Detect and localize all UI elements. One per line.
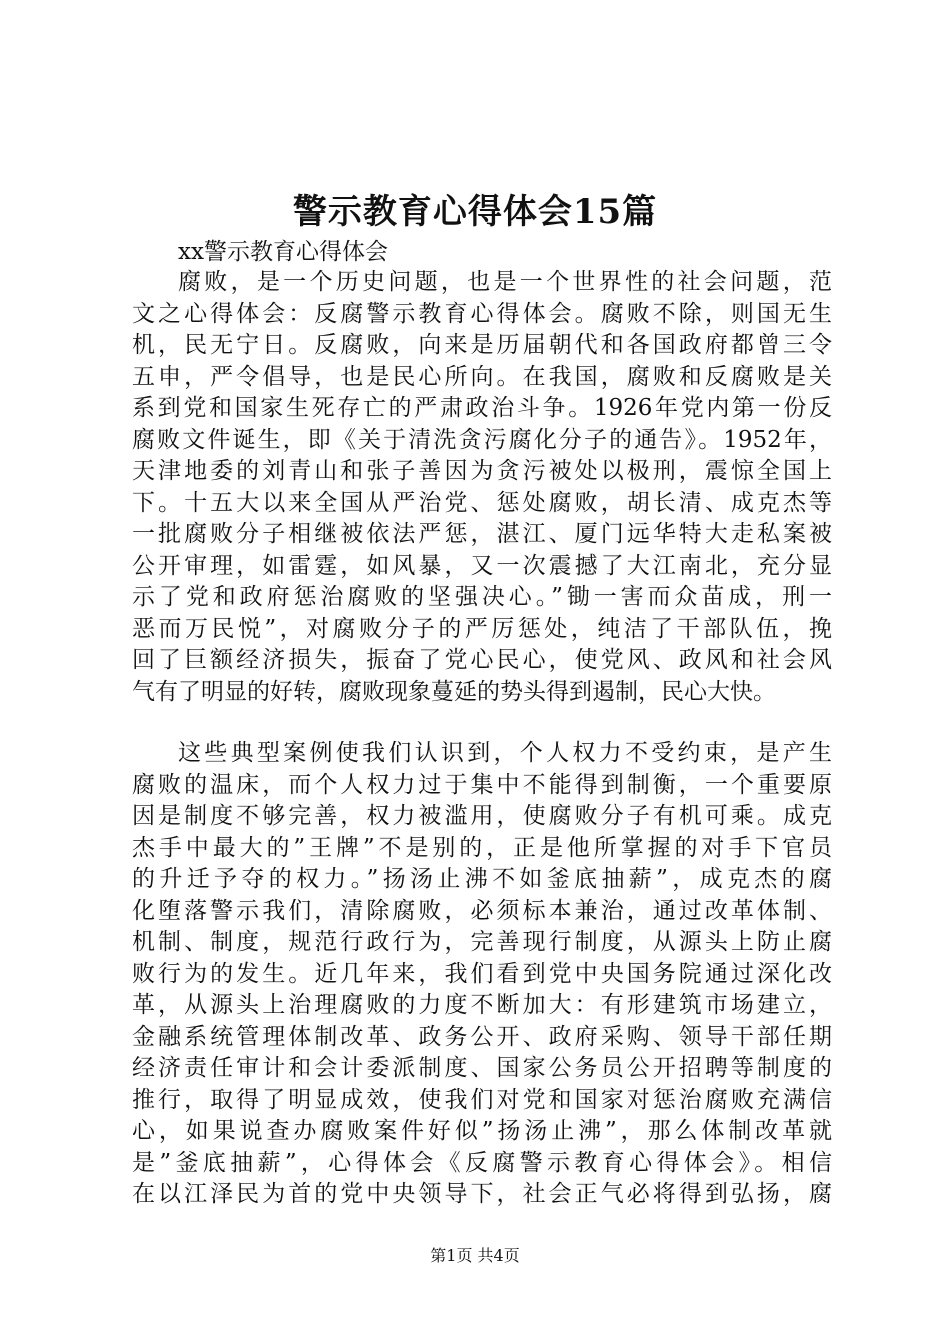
paragraph-line: 机制、制度，规范行政行为，完善现行制度，从源头上防止腐 bbox=[132, 929, 832, 955]
paragraph-line: 金融系统管理体制改革、政务公开、政府采购、领导干部任期 bbox=[132, 1023, 832, 1050]
paragraph-line: 革，从源头上治理腐败的力度不断加大：有形建筑市场建立， bbox=[132, 992, 832, 1018]
paragraph-line: 这些典型案例使我们认识到，个人权力不受约束，是产生 bbox=[178, 740, 832, 766]
paragraph-line: 机，民无宁日。反腐败，向来是历届朝代和各国政府都曾三令 bbox=[132, 332, 832, 358]
paragraph-line: 腐败，是一个历史问题，也是一个世界性的社会问题，范 bbox=[178, 269, 832, 295]
paragraph-line: 的升迁予夺的权力。”扬汤止沸不如釜底抽薪”，成克杰的腐 bbox=[132, 866, 832, 892]
paragraph-line: 一批腐败分子相继被依法严惩，湛江、厦门远华特大走私案被 bbox=[132, 521, 832, 547]
paragraph-1 bbox=[132, 267, 832, 708]
paragraph-line: 是”釜底抽薪”，心得体会《反腐警示教育心得体会》。相信 bbox=[132, 1149, 832, 1176]
paragraph-line: 腐败的温床，而个人权力过于集中不能得到制衡，一个重要原 bbox=[132, 771, 832, 798]
paragraph-line: 五申，严令倡导，也是民心所向。在我国，腐败和反腐败是关 bbox=[132, 363, 832, 390]
paragraph-line: 推行，取得了明显成效，使我们对党和国家对惩治腐败充满信 bbox=[132, 1086, 832, 1113]
page-number-footer: 第1页 共4页 bbox=[430, 1246, 520, 1265]
paragraph-line: 心，如果说查办腐败案件好似”扬汤止沸”，那么体制改革就 bbox=[132, 1118, 832, 1144]
paragraph-line: 下。十五大以来全国从严治党、惩处腐败，胡长清、成克杰等 bbox=[132, 489, 832, 516]
paragraph-line: 文之心得体会：反腐警示教育心得体会。腐败不除，则国无生 bbox=[132, 300, 832, 327]
paragraph-line: 化堕落警示我们，清除腐败，必须标本兼治，通过改革体制、 bbox=[132, 897, 832, 924]
paragraph-line: 回了巨额经济损失，振奋了党心民心，使党风、政风和社会风 bbox=[132, 647, 832, 673]
paragraph-line: 经济责任审计和会计委派制度、国家公务员公开招聘等制度的 bbox=[132, 1055, 832, 1081]
paragraph-line: 示了党和政府惩治腐败的坚强决心。”锄一害而众苗成，刑一 bbox=[132, 584, 832, 610]
paragraph-line: 系到党和国家生死存亡的严肃政治斗争。1926年党内第一份反 bbox=[132, 395, 832, 421]
paragraph-2 bbox=[132, 738, 832, 1211]
paragraph-line: 气有了明显的好转，腐败现象蔓延的势头得到遏制，民心大快。 bbox=[132, 678, 776, 705]
document-title: 警示教育心得体会15篇 bbox=[292, 192, 658, 232]
paragraph-line: 因是制度不够完善，权力被滥用，使腐败分子有机可乘。成克 bbox=[132, 803, 832, 829]
paragraph-line: 杰手中最大的”王牌”不是别的，正是他所掌握的对手下官员 bbox=[132, 834, 832, 861]
paragraph-line: 腐败文件诞生，即《关于清洗贪污腐化分子的通告》。1952年， bbox=[132, 426, 832, 453]
document-subtitle: xx警示教育心得体会 bbox=[178, 239, 388, 265]
paragraph-gap bbox=[132, 708, 832, 738]
paragraph-line: 恶而万民悦”，对腐败分子的严厉惩处，纯洁了干部队伍，挽 bbox=[132, 615, 832, 642]
paragraph-line: 天津地委的刘青山和张子善因为贪污被处以极刑，震惊全国上 bbox=[132, 458, 832, 484]
paragraph-line: 公开审理，如雷霆，如风暴，又一次震撼了大江南北，充分显 bbox=[132, 552, 832, 579]
document-body bbox=[132, 237, 832, 1211]
paragraph-line: 败行为的发生。近几年来，我们看到党中央国务院通过深化改 bbox=[132, 960, 832, 987]
paragraph-line: 在以江泽民为首的党中央领导下，社会正气必将得到弘扬，腐 bbox=[132, 1181, 832, 1207]
